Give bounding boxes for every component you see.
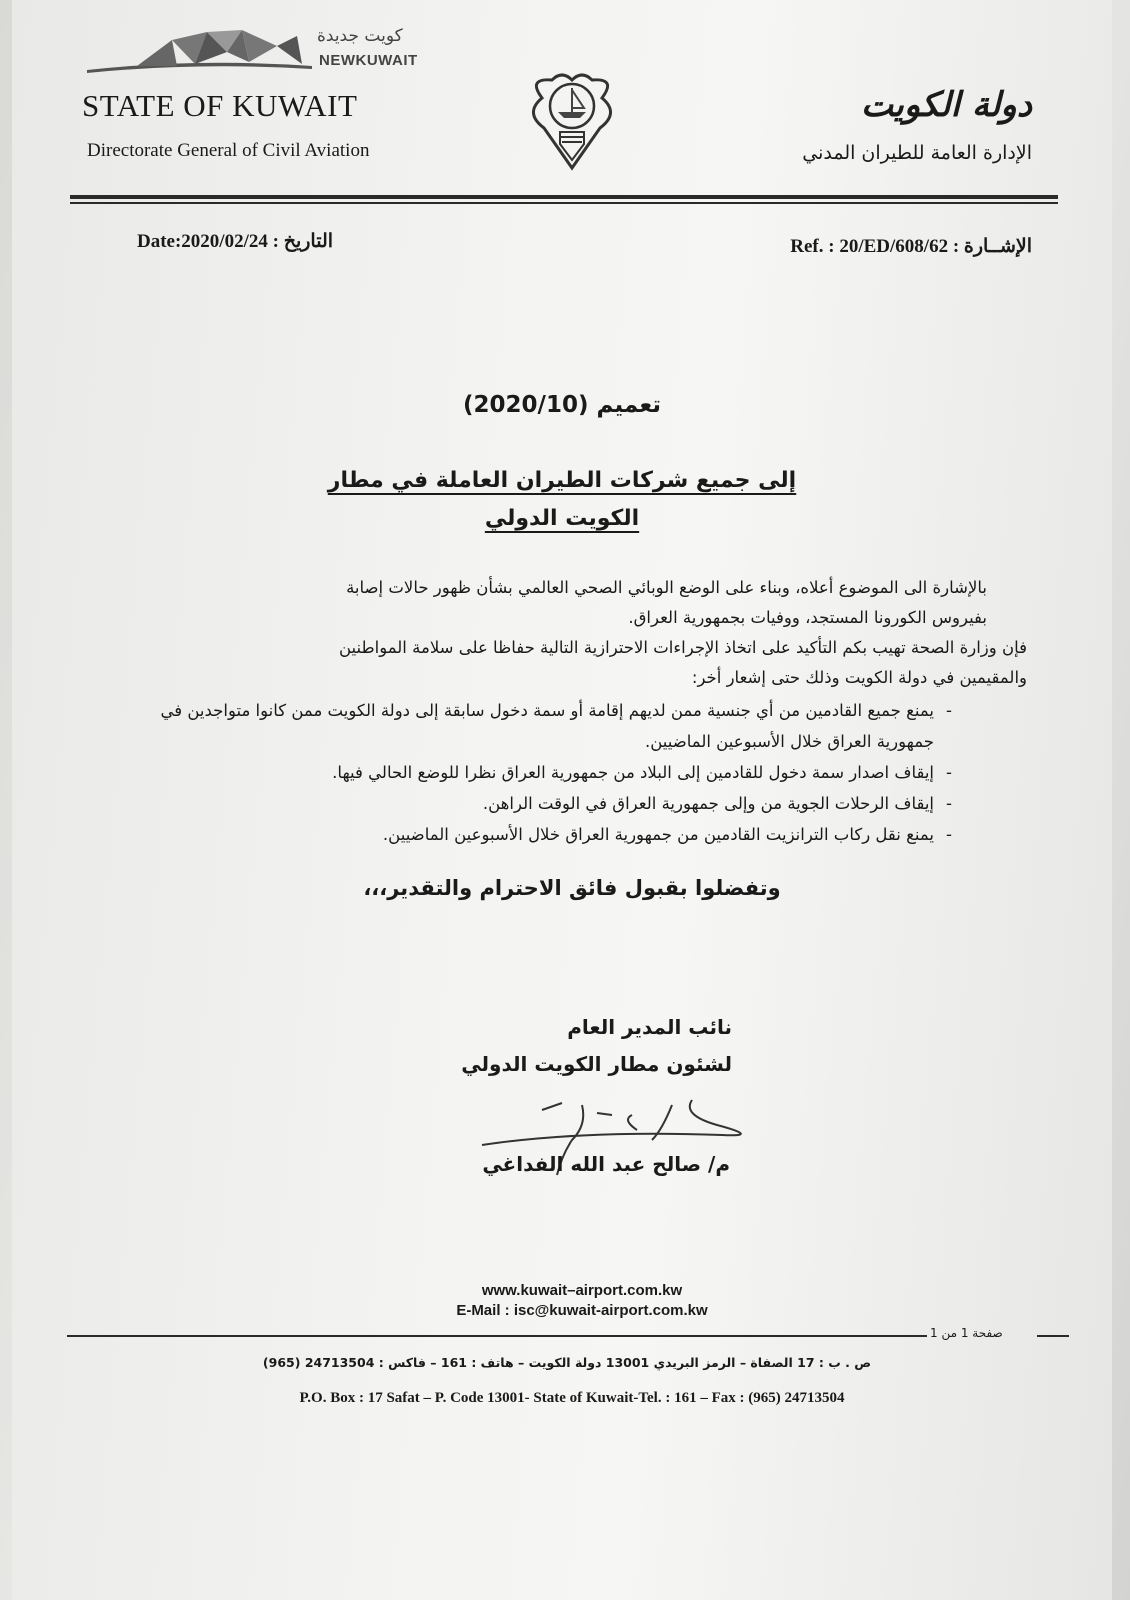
addressee-block: [12, 462, 1112, 538]
header-divider: [70, 195, 1058, 199]
new-kuwait-logo-mark: [77, 22, 317, 82]
measure-item: - إيقاف اصدار سمة دخول للقادمين إلى البلاد من جمهورية العراق نظرا للوضع الحالي فيها.: [132, 757, 952, 788]
footer-divider: [67, 1335, 927, 1337]
circular-title: تعميم (2020/10): [463, 392, 661, 418]
measures-list: [132, 695, 952, 850]
para2-line1: فإن وزارة الصحة تهيب بكم التأكيد على اتخاذ الإجراءات الاحترازية التالية حفاظا على سلامة المواطنين: [338, 638, 1027, 657]
kuwait-emblem-icon: [522, 68, 622, 174]
page-number-rule: [1037, 1335, 1069, 1337]
page-number: صفحة 1 من 1: [930, 1326, 1003, 1340]
para1-line2: بفيروس الكورونا المستجد، ووفيات بجمهورية العراق.: [628, 608, 987, 627]
email-link[interactable]: E-Mail : isc@kuwait-airport.com.kw: [456, 1302, 708, 1319]
new-kuwait-arabic: كويت جديدة: [317, 26, 403, 46]
letter-reference: الإشــارة : Ref. : 20/ED/608/62: [790, 236, 1032, 257]
signatory-name: م/ صالح عبد الله الفداغي: [482, 1152, 730, 1176]
state-title-en: STATE OF KUWAIT: [82, 88, 358, 123]
new-kuwait-english: NEWKUWAIT: [319, 52, 418, 69]
signatory-title: نائب المدير العام: [567, 1015, 732, 1039]
measure-item: - يمنع جميع القادمين من أي جنسية ممن لديهم إقامة أو سمة دخول سابقة إلى دولة الكويت ممن كانوا متواجدين في جمهورية العراق خلال الأسبوعين الماضيين.: [132, 695, 952, 757]
address-english: P.O. Box : 17 Safat – P. Code 13001- State of Kuwait-Tel. : 161 – Fax : (965) 24713504: [299, 1390, 845, 1406]
para2-line2: والمقيمين في دولة الكويت وذلك حتى إشعار أخر:: [691, 668, 1027, 687]
new-kuwait-logo: [77, 22, 427, 82]
closing-line: وتفضلوا بقبول فائق الاحترام والتقدير،،،: [363, 876, 781, 900]
directorate-en: Directorate General of Civil Aviation: [87, 140, 370, 161]
state-title-ar: دولة الكويت: [861, 85, 1032, 125]
website-link[interactable]: www.kuwait–airport.com.kw: [481, 1282, 683, 1299]
letter-date: Date:2020/02/24 : التاريخ: [137, 231, 334, 252]
header-divider-thin: [70, 202, 1058, 204]
measure-item: - إيقاف الرحلات الجوية من وإلى جمهورية العراق في الوقت الراهن.: [132, 788, 952, 819]
address-arabic: ص . ب : 17 الصفاة – الرمز البريدي 13001 دولة الكويت – هاتف : 161 – فاكس : 24713504 (965): [262, 1355, 872, 1370]
addressee-line-1: إلى جميع شركات الطيران العاملة في مطار: [327, 468, 797, 493]
para1-line1: بالإشارة الى الموضوع أعلاه، وبناء على الوضع الوبائي الصحي العالمي بشأن ظهور حالات إصابة: [346, 578, 987, 597]
letter-body: [187, 573, 1027, 693]
signatory-department: لشئون مطار الكويت الدولي: [461, 1052, 732, 1076]
letter-page: [12, 0, 1112, 1600]
measure-item: - يمنع نقل ركاب الترانزيت القادمين من جمهورية العراق خلال الأسبوعين الماضيين.: [132, 819, 952, 850]
addressee-line-2: الكويت الدولي: [484, 506, 640, 531]
directorate-ar: الإدارة العامة للطيران المدني: [802, 142, 1032, 164]
